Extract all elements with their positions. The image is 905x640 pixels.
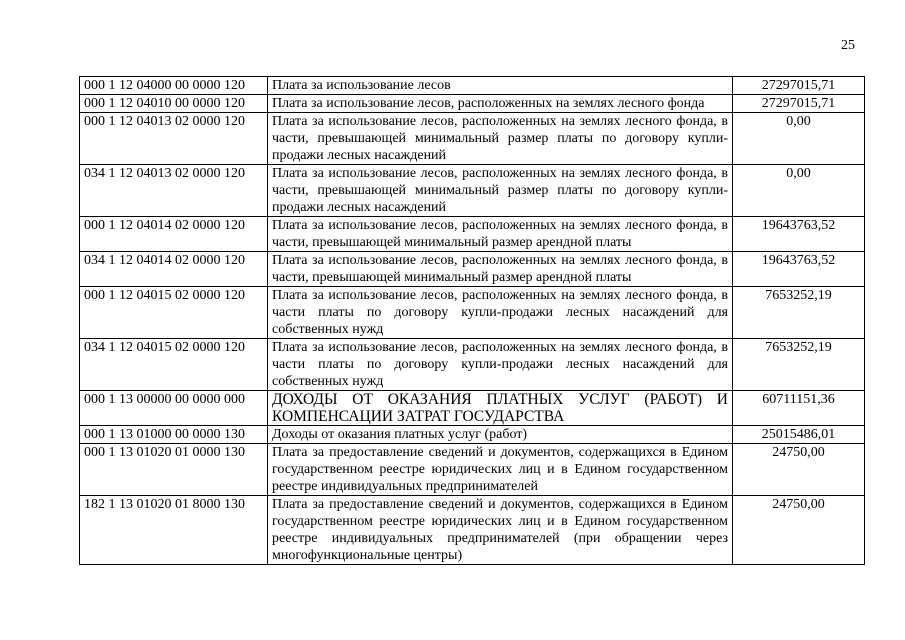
revenue-amount-cell: 0,00 bbox=[733, 165, 865, 217]
revenue-code-cell: 034 1 12 04015 02 0000 120 bbox=[80, 339, 268, 391]
revenue-description-cell: Плата за использование лесов, расположенных на землях лесного фонда, в части платы по договору купли-продажи лесных насаждений для собственных нужд bbox=[268, 339, 733, 391]
revenue-amount-cell: 0,00 bbox=[733, 113, 865, 165]
revenue-code-cell: 034 1 12 04013 02 0000 120 bbox=[80, 165, 268, 217]
revenue-description-cell: Плата за использование лесов, расположенных на землях лесного фонда, в части, превышающей минимальный размер платы по договору купли-продажи лесных насаждений bbox=[268, 165, 733, 217]
revenue-code-cell: 034 1 12 04014 02 0000 120 bbox=[80, 252, 268, 287]
revenue-description-cell: Плата за предоставление сведений и документов, содержащихся в Едином государственном реестре юридических лиц и в Едином государственном реестре индивидуальных предпринимателей (при обращении через многофункциональные центры) bbox=[268, 496, 733, 565]
revenue-code-cell: 000 1 12 04010 00 0000 120 bbox=[80, 95, 268, 113]
revenue-amount-cell: 27297015,71 bbox=[733, 95, 865, 113]
revenue-description-cell: Плата за использование лесов, расположенных на землях лесного фонда, в части, превышающей минимальный размер арендной платы bbox=[268, 252, 733, 287]
table-row bbox=[80, 217, 865, 252]
table-row bbox=[80, 339, 865, 391]
revenue-code-cell: 000 1 13 00000 00 0000 000 bbox=[80, 391, 268, 426]
revenue-amount-cell: 19643763,52 bbox=[733, 217, 865, 252]
table-row bbox=[80, 165, 865, 217]
page-number: 25 bbox=[841, 38, 855, 53]
table-row bbox=[80, 496, 865, 565]
revenue-code-cell: 182 1 13 01020 01 8000 130 bbox=[80, 496, 268, 565]
table-row bbox=[80, 252, 865, 287]
revenue-description-cell: Плата за использование лесов, расположенных на землях лесного фонда, в части, превышающей минимальный размер платы по договору купли-продажи лесных насаждений bbox=[268, 113, 733, 165]
revenue-amount-cell: 27297015,71 bbox=[733, 77, 865, 95]
table-row bbox=[80, 444, 865, 496]
revenue-code-cell: 000 1 12 04013 02 0000 120 bbox=[80, 113, 268, 165]
revenue-amount-cell: 19643763,52 bbox=[733, 252, 865, 287]
table-row bbox=[80, 391, 865, 426]
revenue-amount-cell: 24750,00 bbox=[733, 496, 865, 565]
revenue-amount-cell: 7653252,19 bbox=[733, 339, 865, 391]
revenue-description-cell: ДОХОДЫ ОТ ОКАЗАНИЯ ПЛАТНЫХ УСЛУГ (РАБОТ) И КОМПЕНСАЦИИ ЗАТРАТ ГОСУДАРСТВА bbox=[268, 391, 733, 426]
revenue-code-cell: 000 1 12 04014 02 0000 120 bbox=[80, 217, 268, 252]
table-row bbox=[80, 77, 865, 95]
revenue-description-cell: Плата за использование лесов, расположенных на землях лесного фонда, в части, превышающей минимальный размер арендной платы bbox=[268, 217, 733, 252]
revenue-amount-cell: 24750,00 bbox=[733, 444, 865, 496]
table-row bbox=[80, 95, 865, 113]
budget-revenue-table bbox=[79, 76, 865, 565]
table-row bbox=[80, 287, 865, 339]
revenue-amount-cell: 60711151,36 bbox=[733, 391, 865, 426]
revenue-code-cell: 000 1 12 04000 00 0000 120 bbox=[80, 77, 268, 95]
revenue-amount-cell: 25015486,01 bbox=[733, 426, 865, 444]
revenue-description-cell: Плата за использование лесов bbox=[268, 77, 733, 95]
revenue-code-cell: 000 1 12 04015 02 0000 120 bbox=[80, 287, 268, 339]
table-row bbox=[80, 113, 865, 165]
revenue-amount-cell: 7653252,19 bbox=[733, 287, 865, 339]
revenue-description-cell: Доходы от оказания платных услуг (работ) bbox=[268, 426, 733, 444]
revenue-description-cell: Плата за использование лесов, расположенных на землях лесного фонда, в части платы по договору купли-продажи лесных насаждений для собственных нужд bbox=[268, 287, 733, 339]
revenue-code-cell: 000 1 13 01020 01 0000 130 bbox=[80, 444, 268, 496]
revenue-description-cell: Плата за использование лесов, расположенных на землях лесного фонда bbox=[268, 95, 733, 113]
revenue-description-cell: Плата за предоставление сведений и документов, содержащихся в Едином государственном реестре юридических лиц и в Едином государственном реестре индивидуальных предпринимателей bbox=[268, 444, 733, 496]
table-row bbox=[80, 426, 865, 444]
revenue-code-cell: 000 1 13 01000 00 0000 130 bbox=[80, 426, 268, 444]
